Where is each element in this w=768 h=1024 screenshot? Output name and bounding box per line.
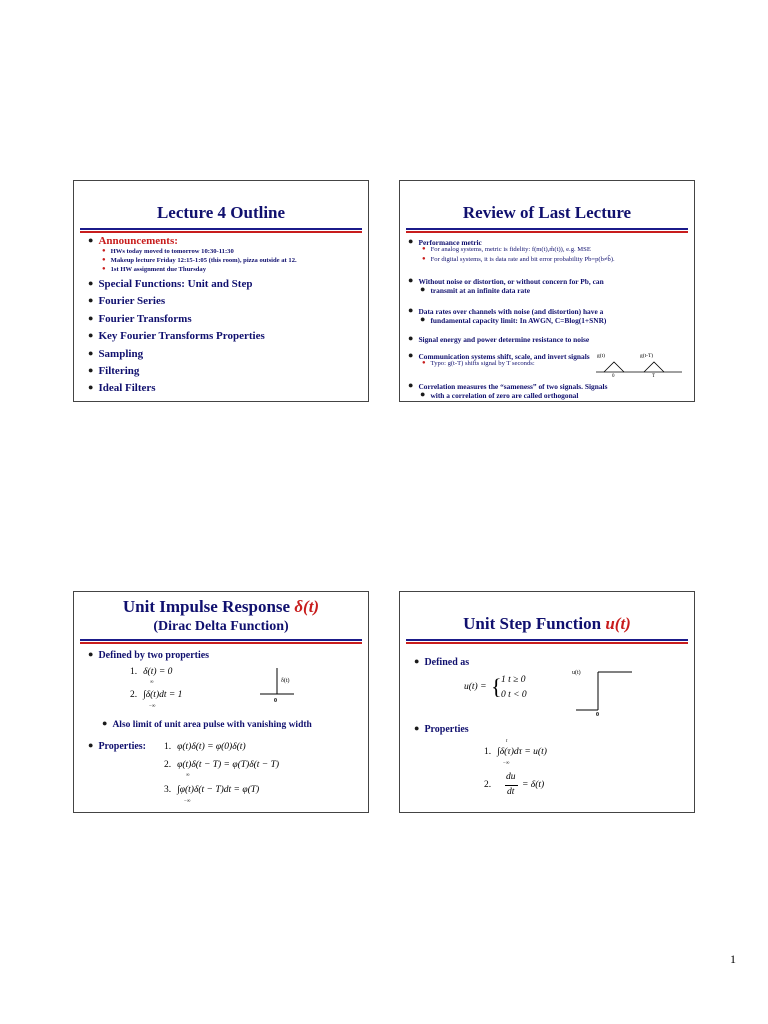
step-prop-2-num	[484, 780, 497, 790]
eq-number: 2.	[164, 760, 172, 770]
step-prop-2-rhs: = δ(t)	[522, 780, 545, 790]
eq-body: φ(t)δ(t) = φ(0)δ(t)	[177, 742, 246, 752]
title-rule-red	[80, 231, 362, 233]
review-bullet: ● Performance metric	[408, 236, 482, 247]
step-fig-label: u(t)	[572, 670, 581, 676]
announcement-item: ● HWs today moved to tomorrow 10:30-11:30	[102, 248, 234, 255]
delta-fig-zero: 0	[274, 698, 277, 704]
title-symbol: δ(t)	[294, 597, 320, 616]
slide-title: Review of Last Lecture	[462, 203, 632, 222]
eq-body: ∫φ(t)δ(t − T)dt = φ(T)	[177, 785, 260, 795]
title-rule-red	[80, 642, 362, 644]
eq-number: 1.	[130, 667, 138, 677]
integral-limit-bottom: −∞	[503, 761, 510, 766]
step-properties-bullet: ● Properties	[414, 723, 469, 735]
delta-fig-label: δ(t)	[281, 678, 290, 684]
eq-number: 2.	[130, 690, 138, 700]
integral-limit-bottom: −∞	[149, 704, 156, 709]
integral-limit-top: ∞	[150, 680, 154, 685]
step-case-1: 1 t ≥ 0	[501, 675, 526, 685]
impulse-eq-2	[130, 690, 182, 700]
step-def-lhs: u(t) =	[464, 682, 487, 692]
review-bullet-cont: ● transmit at an infinite data rate	[420, 284, 530, 295]
step-prop-2-numerator: du	[506, 772, 516, 782]
fraction-bar	[505, 785, 518, 786]
outline-item: ● Special Functions: Unit and Step	[88, 278, 252, 290]
review-bullet: ● Data rates over channels with noise (and distortion) have a	[408, 305, 603, 316]
integral-limit-bottom: −∞	[184, 799, 191, 804]
impulse-prop-1	[164, 742, 246, 752]
slide-review	[399, 180, 695, 402]
fig-label-gt: g(t)	[597, 353, 605, 359]
slide-subtitle: (Dirac Delta Function)	[153, 619, 289, 634]
title-text: Unit Impulse Response	[122, 597, 295, 616]
impulse-red-note: ● Also limit of unit area pulse with vanishing width	[102, 718, 312, 730]
review-sub-bullet: ● For digital systems, it is data rate and bit error probability Pb=p(b≠b̂).	[422, 256, 615, 263]
slide-title	[74, 597, 368, 617]
step-figure	[576, 668, 656, 718]
eq-body: ∫δ(t)dt = 1	[143, 690, 183, 700]
title-rule-blue	[80, 639, 362, 641]
page-number: 1	[730, 952, 736, 966]
review-bullet-cont: ● with a correlation of zero are called orthogonal	[420, 389, 578, 400]
fig-label-gtT: g(t-T)	[640, 353, 654, 359]
step-prop-1	[484, 747, 547, 757]
slide-unit-impulse	[73, 591, 369, 813]
impulse-prop-3	[164, 785, 259, 795]
announcement-item: ● Makeup lecture Friday 12:15-1:05 (this room), pizza outside at 12.	[102, 257, 297, 264]
slide-unit-step	[399, 591, 695, 813]
step-prop-2-denominator: dt	[507, 787, 515, 797]
eq-number: 1.	[164, 742, 172, 752]
slide-title	[400, 614, 694, 634]
eq-number: 1.	[484, 747, 492, 757]
eq-body: δ(t) = 0	[143, 667, 173, 677]
title-text: Unit Step Function	[463, 614, 606, 633]
slide-lecture-outline	[73, 180, 369, 402]
title-rule-blue	[406, 639, 688, 641]
shift-triangle-figure	[594, 354, 684, 378]
outline-item: ● Sampling	[88, 348, 143, 360]
fig-label-T: T	[652, 374, 656, 379]
integral-limit-top: ∞	[186, 773, 190, 778]
step-case-2: 0 t < 0	[501, 690, 527, 700]
announcement-item: ● 1st HW assignment due Thursday	[102, 266, 206, 273]
review-sub-bullet: ● Typo: g(t-T) shifts signal by T seconds:	[422, 360, 535, 367]
title-rule-blue	[406, 228, 688, 230]
outline-item: ● Ideal Filters	[88, 382, 156, 394]
review-bullet: ● Signal energy and power determine resistance to noise	[408, 333, 589, 344]
impulse-eq-1	[130, 667, 172, 677]
step-def-brace: {	[491, 674, 502, 699]
review-bullet: ● Communication systems shift, scale, and invert signals	[408, 350, 590, 361]
delta-figure	[260, 660, 300, 700]
outline-item: ● Fourier Transforms	[88, 313, 192, 325]
outline-item: ● Filtering	[88, 365, 139, 377]
impulse-prop-2	[164, 760, 279, 770]
step-fig-zero: 0	[596, 712, 599, 718]
review-bullet-cont: ● fundamental capacity limit: In AWGN, C=Blog(1+SNR)	[420, 314, 606, 325]
eq-body: ∫δ(τ)dτ = u(t)	[497, 747, 547, 757]
slide-title: Lecture 4 Outline	[156, 203, 286, 222]
step-bullet: ● Defined as	[414, 656, 469, 668]
outline-item: ● Fourier Series	[88, 295, 165, 307]
eq-body: φ(t)δ(t − T) = φ(T)δ(t − T)	[177, 760, 280, 770]
title-rule-red	[406, 231, 688, 233]
eq-number: 3.	[164, 785, 172, 795]
title-rule-blue	[80, 228, 362, 230]
announcements-heading: ● Announcements:	[88, 235, 178, 247]
impulse-bullet: ● Defined by two properties	[88, 649, 209, 661]
title-symbol: u(t)	[605, 614, 631, 633]
fig-label-zero: 0	[612, 374, 615, 379]
impulse-properties-bullet: ● Properties:	[88, 740, 146, 752]
outline-item: ● Key Fourier Transforms Properties	[88, 330, 265, 342]
title-rule-red	[406, 642, 688, 644]
review-sub-bullet: ● For analog systems, metric is fidelity: f(m(t),m̂(t)), e.g. MSE	[422, 246, 591, 253]
eq-number: 2.	[484, 780, 492, 790]
review-bullet: ● Without noise or distortion, or without concern for Pb, can	[408, 275, 604, 286]
review-bullet: ● Correlation measures the “sameness” of two signals. Signals	[408, 380, 607, 391]
integral-limit-top: t	[506, 739, 508, 744]
